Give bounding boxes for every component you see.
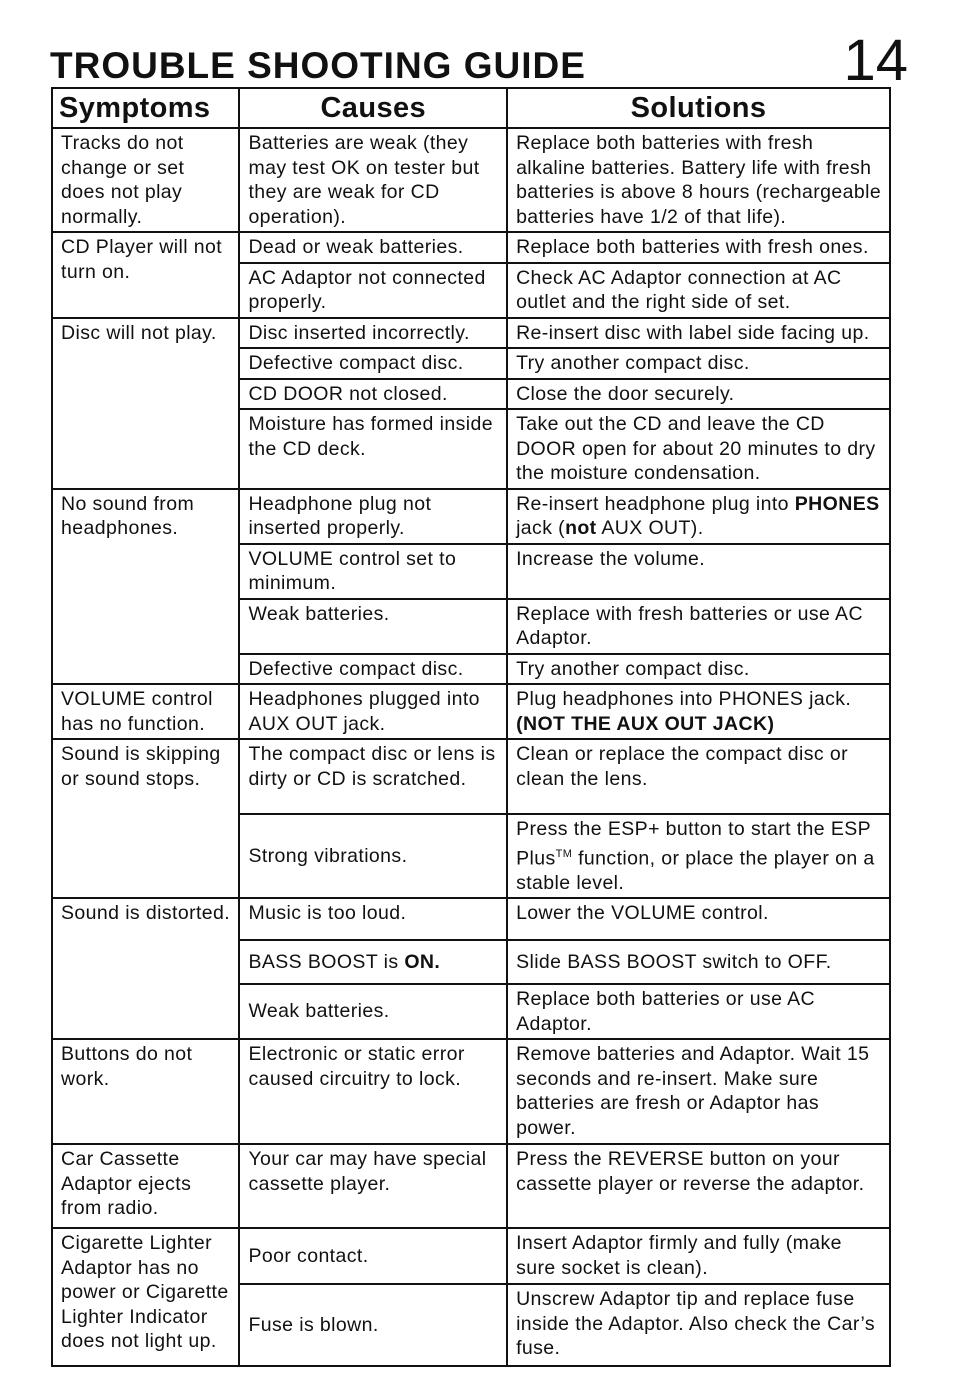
cause-cell: Fuse is blown. (239, 1284, 507, 1366)
symptom-cell: Sound is skipping or sound stops. (52, 739, 239, 898)
table-row (52, 489, 890, 544)
page-title: TROUBLE SHOOTING GUIDE (50, 45, 586, 86)
cause-cell: Batteries are weak (they may test OK on tester but they are weak for CD operation). (239, 128, 507, 232)
solution-cell (507, 684, 890, 739)
symptom-cell: Tracks do not change or set does not play normally. (52, 128, 239, 232)
table-row (52, 898, 890, 940)
cause-cell: AC Adaptor not connected properly. (239, 263, 507, 318)
symptom-cell: Disc will not play. (52, 318, 239, 489)
table-row (52, 1228, 890, 1284)
solution-text: Re-insert headphone plug into (516, 492, 795, 515)
cause-cell: VOLUME control set to minimum. (239, 544, 507, 599)
solution-cell: Replace both batteries with fresh alkaline batteries. Battery life with fresh batteries is above 8 hours (rechargeable batteries have 1/2 of that life). (507, 128, 890, 232)
solution-cell: Close the door securely. (507, 379, 890, 410)
symptom-cell: No sound from headphones. (52, 489, 239, 685)
cause-cell: Headphone plug not inserted properly. (239, 489, 507, 544)
cause-cell: Weak batteries. (239, 984, 507, 1039)
solution-text: Press the ESP+ button to start the ESP Plus (516, 818, 871, 869)
table-row (52, 128, 890, 232)
cause-cell: Electronic or static error caused circuitry to lock. (239, 1039, 507, 1144)
symptoms-header: Symptoms (52, 88, 239, 128)
symptom-cell: Cigarette Lighter Adaptor has no power or Cigarette Lighter Indicator does not light up. (52, 1228, 239, 1366)
solution-cell: Try another compact disc. (507, 348, 890, 379)
cause-cell: Headphones plugged into AUX OUT jack. (239, 684, 507, 739)
table-row (52, 1039, 890, 1144)
phones-label: PHONES (794, 492, 880, 515)
not-aux-out-note: (NOT THE AUX OUT JACK) (516, 712, 775, 735)
symptom-cell: VOLUME control has no function. (52, 684, 239, 739)
symptom-cell: CD Player will not turn on. (52, 232, 239, 318)
solution-cell: Replace both batteries or use AC Adaptor. (507, 984, 890, 1039)
symptom-cell: Buttons do not work. (52, 1039, 239, 1144)
solution-text: jack ( (516, 517, 566, 539)
solution-cell (507, 489, 890, 544)
trademark-mark: TM (555, 847, 573, 860)
solutions-header: Solutions (507, 88, 890, 128)
symptom-cell: Car Cassette Adaptor ejects from radio. (52, 1144, 239, 1228)
solution-cell: Clean or replace the compact disc or clean the lens. (507, 739, 890, 814)
cause-cell: Dead or weak batteries. (239, 232, 507, 263)
cause-cell: Strong vibrations. (239, 814, 507, 898)
solution-cell: Increase the volume. (507, 544, 890, 599)
cause-cell: Your car may have special cassette player. (239, 1144, 507, 1228)
cause-cell (239, 940, 507, 984)
solution-cell: Check AC Adaptor connection at AC outlet and the right side of set. (507, 263, 890, 318)
cause-cell: Defective compact disc. (239, 348, 507, 379)
cause-cell: Weak batteries. (239, 599, 507, 654)
troubleshooting-table (51, 87, 891, 1367)
solution-cell: Lower the VOLUME control. (507, 898, 890, 940)
solution-cell: Unscrew Adaptor tip and replace fuse inside the Adaptor. Also check the Car’s fuse. (507, 1284, 890, 1366)
cause-cell: Moisture has formed inside the CD deck. (239, 409, 507, 489)
solution-cell: Replace with fresh batteries or use AC Adaptor. (507, 599, 890, 654)
cause-cell: The compact disc or lens is dirty or CD is scratched. (239, 739, 507, 814)
solution-cell (507, 814, 890, 898)
solution-cell: Insert Adaptor firmly and fully (make sure socket is clean). (507, 1228, 890, 1284)
cause-cell: Defective compact disc. (239, 654, 507, 685)
cause-cell: Music is too loud. (239, 898, 507, 940)
solution-cell: Press the REVERSE button on your cassette player or reverse the adaptor. (507, 1144, 890, 1228)
table-row (52, 1144, 890, 1228)
page-number: 14 (843, 28, 908, 93)
on-label: ON. (404, 950, 441, 973)
cause-cell: Disc inserted incorrectly. (239, 318, 507, 349)
solution-cell: Replace both batteries with fresh ones. (507, 232, 890, 263)
cause-cell: CD DOOR not closed. (239, 379, 507, 410)
solution-cell: Take out the CD and leave the CD DOOR open for about 20 minutes to dry the moisture condensation. (507, 409, 890, 489)
solution-cell: Try another compact disc. (507, 654, 890, 685)
table-row (52, 232, 890, 263)
table-row (52, 318, 890, 349)
solution-cell: Re-insert disc with label side facing up. (507, 318, 890, 349)
table-row (52, 684, 890, 739)
solution-text: function, or place the player on a stable level. (516, 847, 875, 894)
not-label: not (565, 517, 597, 539)
cause-cell: Poor contact. (239, 1228, 507, 1284)
solution-cell: Slide BASS BOOST switch to OFF. (507, 940, 890, 984)
solution-cell: Remove batteries and Adaptor. Wait 15 seconds and re-insert. Make sure batteries are fresh or Adaptor has power. (507, 1039, 890, 1144)
symptom-cell: Sound is distorted. (52, 898, 239, 1039)
table-header-row (52, 88, 890, 128)
solution-text: Plug headphones into PHONES jack. (516, 688, 852, 710)
cause-text: BASS BOOST is (248, 950, 405, 973)
solution-text: AUX OUT). (596, 517, 704, 539)
table-row (52, 739, 890, 814)
causes-header: Causes (239, 88, 507, 128)
